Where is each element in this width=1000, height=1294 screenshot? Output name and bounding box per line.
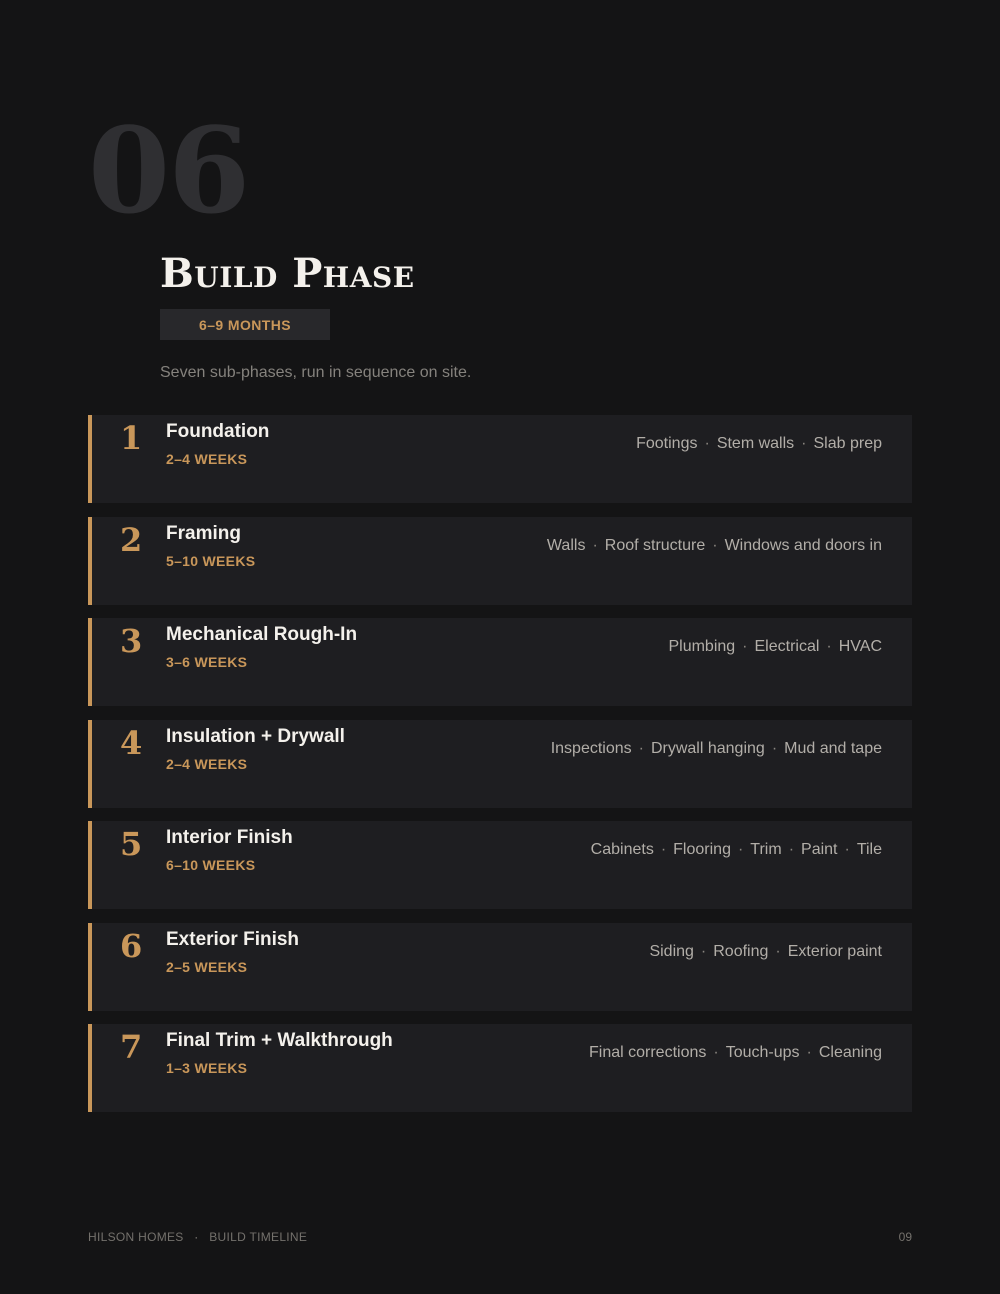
- sub-phase-tasks: [551, 740, 882, 758]
- sub-phase-duration: 2–4 WEEKS: [166, 755, 248, 772]
- sub-phase-tasks: [649, 943, 882, 961]
- task-item: Walls: [546, 536, 586, 554]
- sub-phase-card: [88, 618, 912, 706]
- task-item: Inspections: [550, 739, 632, 757]
- task-separator: ·: [638, 739, 644, 757]
- task-item: Footings: [636, 435, 698, 452]
- footer-brand: HILSON HOMES: [88, 1230, 184, 1244]
- sub-phase-name: Final Trim + Walkthrough: [166, 1030, 393, 1051]
- task-item: Trim: [750, 841, 782, 858]
- sub-phase-duration: 2–5 WEEKS: [166, 958, 248, 975]
- task-separator: ·: [775, 942, 781, 960]
- duration-badge: 6–9 MONTHS: [160, 309, 330, 340]
- sub-phase-tasks: [668, 638, 882, 656]
- task-separator: ·: [592, 536, 598, 554]
- sub-phase-number: 5: [120, 825, 143, 863]
- sub-phase-name: Mechanical Rough-In: [166, 624, 358, 645]
- task-item: Plumbing: [668, 638, 736, 655]
- task-item: Exterior paint: [787, 942, 882, 960]
- sub-phase-card: [88, 720, 912, 808]
- sub-phase-duration: 5–10 WEEKS: [166, 552, 256, 569]
- task-separator: ·: [742, 638, 748, 655]
- sub-phase-name: Foundation: [166, 421, 270, 442]
- task-separator: ·: [806, 1044, 812, 1061]
- task-item: Stem walls: [716, 435, 795, 452]
- sub-phase-name: Framing: [166, 522, 241, 544]
- page-subtitle: Seven sub-phases, run in sequence on site.: [160, 364, 472, 381]
- task-separator: ·: [844, 841, 850, 858]
- sub-phase-list: [88, 415, 912, 1126]
- task-item: Cleaning: [818, 1044, 882, 1061]
- task-item: Touch-ups: [725, 1044, 800, 1061]
- sub-phase-tasks: [589, 1044, 882, 1062]
- sub-phase-number: 1: [120, 419, 143, 457]
- sub-phase-number: 3: [120, 622, 143, 660]
- task-item: Roof structure: [604, 536, 706, 554]
- task-item: Cabinets: [590, 841, 654, 858]
- section-number: 06: [88, 101, 249, 240]
- task-separator: ·: [771, 739, 778, 757]
- task-separator: ·: [788, 841, 795, 858]
- sub-phase-duration: 1–3 WEEKS: [166, 1060, 248, 1076]
- sub-phase-duration: 2–4 WEEKS: [166, 451, 248, 467]
- task-item: Drywall hanging: [650, 739, 765, 757]
- task-separator: ·: [704, 435, 710, 452]
- sub-phase-name: Interior Finish: [166, 827, 293, 848]
- task-separator: ·: [826, 638, 832, 655]
- task-item: Final corrections: [588, 1044, 707, 1061]
- footer-section: BUILD TIMELINE: [209, 1230, 308, 1244]
- task-item: HVAC: [838, 638, 882, 655]
- sub-phase-card: [88, 517, 912, 605]
- task-separator: ·: [700, 942, 707, 960]
- sub-phase-name: Exterior Finish: [166, 928, 300, 950]
- sub-phase-tasks: [591, 841, 882, 859]
- task-item: Mud and tape: [784, 739, 882, 757]
- task-item: Roofing: [713, 942, 769, 960]
- sub-phase-number: 6: [120, 926, 143, 965]
- task-item: Slab prep: [813, 435, 882, 452]
- task-item: Siding: [649, 942, 694, 960]
- sub-phase-card: [88, 923, 912, 1011]
- task-item: Paint: [801, 841, 838, 858]
- task-separator: ·: [712, 536, 718, 554]
- sub-phase-duration: 3–6 WEEKS: [166, 654, 248, 670]
- sub-phase-card: [88, 821, 912, 909]
- task-separator: ·: [660, 841, 667, 858]
- sub-phase-duration: 6–10 WEEKS: [166, 857, 256, 873]
- task-separator: ·: [801, 435, 807, 452]
- task-separator: ·: [713, 1044, 719, 1061]
- sub-phase-number: 7: [120, 1028, 143, 1066]
- sub-phase-tasks: [547, 537, 882, 555]
- footer-label: [88, 1230, 307, 1244]
- page-number: 09: [898, 1230, 912, 1244]
- footer-separator: ·: [194, 1230, 199, 1244]
- task-item: Flooring: [673, 841, 731, 858]
- page-title: Build Phase: [160, 250, 415, 297]
- sub-phase-tasks: [636, 435, 882, 453]
- task-separator: ·: [737, 841, 744, 858]
- sub-phase-card: [88, 1024, 912, 1112]
- sub-phase-number: 4: [120, 723, 143, 762]
- task-item: Electrical: [754, 638, 820, 655]
- sub-phase-name: Insulation + Drywall: [166, 725, 345, 747]
- task-item: Windows and doors in: [724, 536, 882, 554]
- sub-phase-card: [88, 415, 912, 503]
- task-item: Tile: [856, 841, 882, 858]
- sub-phase-number: 2: [120, 520, 143, 559]
